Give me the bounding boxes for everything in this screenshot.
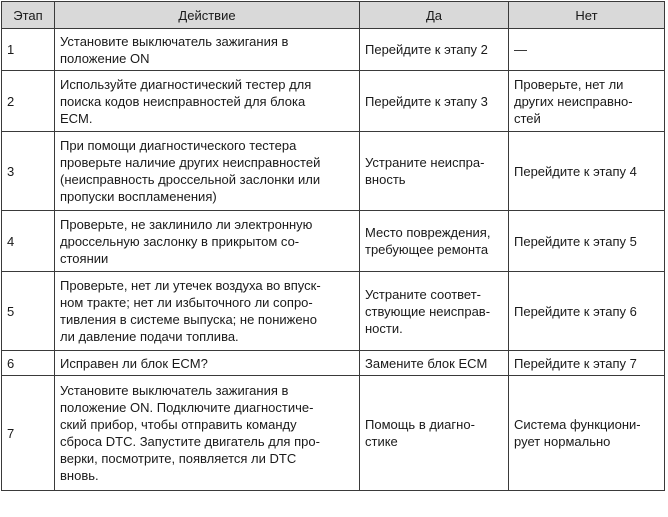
- step-cell: 3: [2, 132, 55, 211]
- action-text-line: Установите выключатель зажигания в: [60, 383, 289, 398]
- action-cell: [55, 351, 360, 376]
- action-text-line: ECM.: [60, 110, 93, 126]
- step-cell: 5: [2, 272, 55, 351]
- no-text-line: —: [514, 42, 527, 57]
- table-row: [2, 132, 665, 211]
- yes-text-line: Место повреждения,: [365, 225, 491, 240]
- no-cell: [509, 71, 665, 132]
- yes-text-line: ствующие неисправ-: [365, 303, 491, 319]
- action-text-line: положение ON. Подключите диагностиче-: [60, 400, 314, 415]
- yes-cell: [360, 376, 509, 491]
- step-cell: 4: [2, 211, 55, 272]
- header-yes: Да: [360, 2, 509, 29]
- action-text-line: сброса DTC. Запустите двигатель для про-: [60, 434, 320, 449]
- yes-cell: [360, 211, 509, 272]
- action-cell: [55, 71, 360, 132]
- action-cell: [55, 376, 360, 491]
- header-no: Нет: [509, 2, 665, 29]
- no-cell: [509, 351, 665, 376]
- yes-cell: [360, 71, 509, 132]
- no-cell: [509, 211, 665, 272]
- yes-text-line: требующее ремонта: [365, 242, 489, 257]
- table-row: [2, 351, 665, 376]
- yes-text-line: Перейдите к этапу 2: [365, 42, 488, 57]
- action-text-line: проверьте наличие других неисправностей: [60, 155, 321, 170]
- action-text-line: ном тракте; нет ли избыточного ли сопро-: [60, 295, 313, 310]
- table-row: [2, 71, 665, 132]
- action-text-line: дроссельную заслонку в прикрытом со-: [60, 233, 300, 249]
- yes-text-line: Устраните соответ-: [365, 286, 482, 302]
- action-text-line: Проверьте, нет ли утечек воздуха во впуск-: [60, 278, 321, 293]
- step-cell: 6: [2, 351, 55, 376]
- action-cell: [55, 132, 360, 211]
- no-text-line: Перейдите к этапу 6: [514, 303, 637, 319]
- action-text-line: ли давление подачи топлива.: [60, 329, 239, 344]
- header-step: Этап: [2, 2, 55, 29]
- no-cell: [509, 132, 665, 211]
- yes-cell: [360, 132, 509, 211]
- action-text-line: Исправен ли блок ECM?: [60, 355, 208, 371]
- table-row: [2, 29, 665, 71]
- step-cell: 2: [2, 71, 55, 132]
- yes-cell: [360, 351, 509, 376]
- yes-text-line: Устраните неиспра-: [365, 155, 485, 170]
- yes-text-line: вность: [365, 172, 406, 187]
- action-text-line: При помощи диагностического тестера: [60, 138, 297, 153]
- no-cell: [509, 29, 665, 71]
- no-text-line: Проверьте, нет ли: [514, 76, 624, 92]
- no-text-line: Перейдите к этапу 4: [514, 163, 637, 179]
- action-text-line: (неисправность дроссельной заслонки или: [60, 172, 321, 187]
- no-text-line: рует нормально: [514, 434, 611, 449]
- action-cell: [55, 272, 360, 351]
- action-text-line: пропуски воспламенения): [60, 189, 217, 204]
- no-cell: [509, 376, 665, 491]
- yes-text-line: Перейдите к этапу 3: [365, 93, 488, 109]
- action-text-line: верки, посмотрите, появляется ли DTC: [60, 451, 297, 466]
- yes-text-line: ности.: [365, 320, 403, 336]
- action-text-line: поиска кодов неисправностей для блока: [60, 93, 306, 109]
- action-text-line: Проверьте, не заклинило ли электронную: [60, 216, 313, 232]
- action-text-line: стоянии: [60, 250, 109, 266]
- step-cell: 1: [2, 29, 55, 71]
- header-action: Действие: [55, 2, 360, 29]
- no-text-line: Перейдите к этапу 5: [514, 233, 637, 249]
- yes-cell: [360, 29, 509, 71]
- no-text-line: стей: [514, 110, 541, 126]
- yes-text-line: Замените блок ECM: [365, 355, 488, 371]
- yes-text-line: стике: [365, 434, 398, 449]
- action-text-line: Используйте диагностический тестер для: [60, 76, 312, 92]
- action-cell: [55, 211, 360, 272]
- action-text-line: ский прибор, чтобы отправить команду: [60, 417, 297, 432]
- table-row: [2, 376, 665, 491]
- action-cell: [55, 29, 360, 71]
- step-cell: 7: [2, 376, 55, 491]
- yes-cell: [360, 272, 509, 351]
- table-row: [2, 272, 665, 351]
- table-row: [2, 211, 665, 272]
- no-text-line: Перейдите к этапу 7: [514, 355, 637, 371]
- action-text-line: Установите выключатель зажигания в: [60, 33, 289, 49]
- yes-text-line: Помощь в диагно-: [365, 417, 475, 432]
- no-cell: [509, 272, 665, 351]
- header-row: [2, 2, 665, 29]
- no-text-line: Система функциони-: [514, 417, 641, 432]
- diagnostic-table: [1, 1, 665, 491]
- action-text-line: тивления в системе выпуска; не понижено: [60, 312, 317, 327]
- action-text-line: положение ON: [60, 50, 150, 66]
- no-text-line: других неисправно-: [514, 93, 633, 109]
- action-text-line: вновь.: [60, 468, 99, 483]
